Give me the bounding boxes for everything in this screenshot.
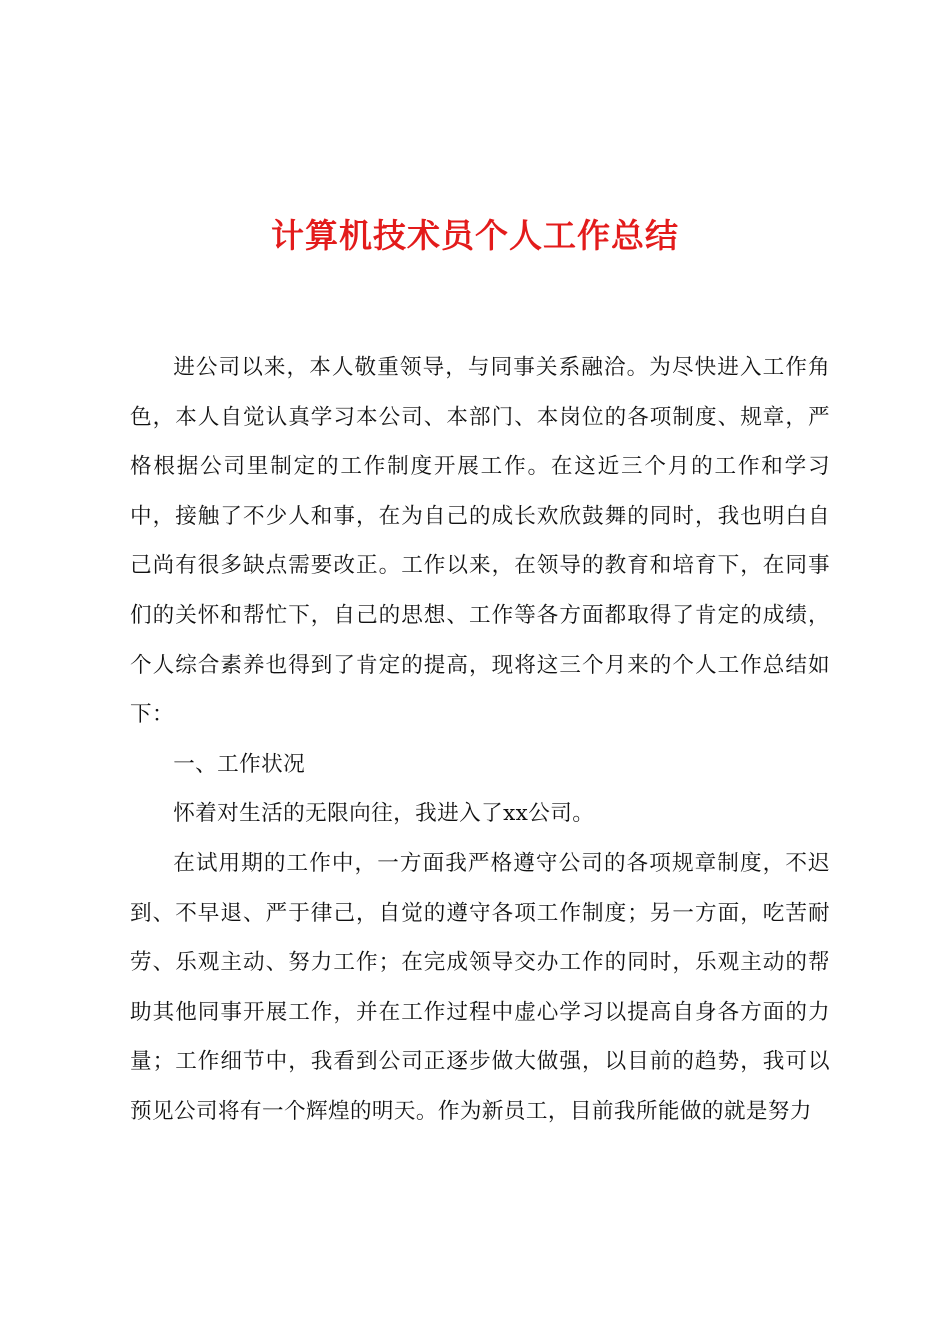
section-heading-work-status: 一、工作状况 — [173, 751, 306, 777]
paragraph-joining: 怀着对生活的无限向往，我进入了xx公司。 — [173, 801, 595, 827]
paragraph-probation: 在试用期的工作中，一方面我严格遵守公司的各项规章制度，不迟到、不早退、严于律己，自觉的遵守各项工作制度；另一方面，吃苦耐劳、乐观主动、努力工作；在完成领导交办工作的同时，乐观主动的帮助其他同事开展工作，并在工作过程中虚心学习以提高自身各方面的力量；工作细节中，我看到公司正逐步做大做强，以目前的趋势，我可以预见公司将有一个辉煌的明天。作为新员工，目前我所能做的就是努力 — [130, 850, 830, 1124]
document-title: 计算机技术员个人工作总结 — [271, 216, 679, 255]
document-body — [130, 343, 830, 1137]
paragraph-intro: 进公司以来，本人敬重领导，与同事关系融洽。为尽快进入工作角色，本人自觉认真学习本公司、本部门、本岗位的各项制度、规章，严格根据公司里制定的工作制度开展工作。在这近三个月的工作和学习中，接触了不少人和事，在为自己的成长欢欣鼓舞的同时，我也明白自己尚有很多缺点需要改正。工作以来，在领导的教育和培育下，在同事们的关怀和帮忙下，自己的思想、工作等各方面都取得了肯定的成绩，个人综合素养也得到了肯定的提高，现将这三个月来的个人工作总结如下： — [130, 355, 830, 728]
